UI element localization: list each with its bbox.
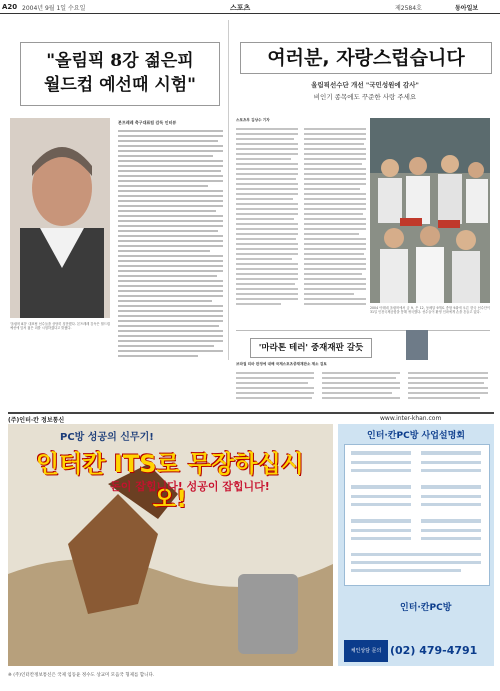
ad-top-rule xyxy=(8,412,494,414)
ad-brand-line: (주)인터·칸 정보통신 xyxy=(8,417,65,424)
page-header xyxy=(0,0,500,14)
right-headline-box xyxy=(240,42,492,74)
edition: 제2584호 xyxy=(395,5,422,12)
ad-slogan-small: PC방 성공의 신무기! xyxy=(60,432,154,443)
ad-right-title: 인터·칸PC방 사업설명회 xyxy=(367,431,465,441)
left-body-text xyxy=(118,128,223,360)
marathon-headline: '마라톤 테러' 중재재판 갈듯 xyxy=(258,343,364,353)
right-subhead-1: 올림픽선수단 개선 "국민성원에 감사" xyxy=(311,81,419,89)
ad-schedule-lines xyxy=(345,445,489,585)
coach-photo xyxy=(10,118,110,318)
marathon-subhead: 브라질 리마 판정에 대해 국제스포츠중재재판소 제소 검토 xyxy=(236,362,327,366)
left-subhead: 본프레레 축구대표팀 감독 인터뷰 xyxy=(118,120,177,125)
date: 2004년 9월 1일 수요일 xyxy=(22,5,86,12)
ad-right-brand: 인터·칸PC방 xyxy=(400,603,452,613)
column-divider xyxy=(228,20,229,360)
marathon-body xyxy=(236,370,490,410)
ad-consult-label: 체인상담 문의 xyxy=(344,640,388,662)
page-number: A20 xyxy=(2,3,18,11)
left-headline-line1: "올림픽 8강 젊은피 xyxy=(46,51,194,71)
left-headline-box xyxy=(20,42,220,106)
right-subhead-2: 비인기 종목에도 꾸준한 사랑 주세요 xyxy=(313,93,417,101)
right-headline: 여러분, 자랑스럽습니다 xyxy=(267,47,465,69)
right-body-lines xyxy=(236,126,366,308)
paper-name: 동아일보 xyxy=(455,5,479,12)
marathon-body-lines xyxy=(236,370,490,410)
rule xyxy=(236,330,490,331)
ad-footer: ※ (주)인터칸정보통신은 국제 임동윤 정수도 상교미 모음국 형제를 합니다. xyxy=(8,673,155,678)
coach-photo-graphic xyxy=(10,118,110,318)
team-photo xyxy=(370,118,490,303)
section-name: 스포츠 xyxy=(230,4,251,12)
right-byline: 스포츠부 김상수 기자 xyxy=(236,118,270,122)
ad-schedule-box xyxy=(344,444,490,586)
right-body-text xyxy=(236,126,366,308)
athlete-thumb xyxy=(406,330,428,360)
ad-phone[interactable]: (02) 479-4791 xyxy=(390,644,478,657)
coach-photo-caption: '올림픽 8강' 대표팀 선수들을 상당히 칭찬했다. 본프레레 감독은 월드컵 예선에 앞서 젊은 피를 시험하겠다고 밝혔다. xyxy=(10,322,110,331)
team-photo-caption: 2004 아테네 올림픽에서 금 9, 은 12, 동메달 9개로 종합 9위에 오른 한국 선수단이 31일 인천국제공항을 통해 귀국했다. 선수들이 환영 인파에게 손을 흔들고 있다. xyxy=(370,306,490,315)
marathon-headline-box xyxy=(250,338,372,358)
ad-url[interactable]: www.inter-khan.com xyxy=(380,415,442,422)
team-photo-graphic xyxy=(370,118,490,303)
ad-slogan-big: 인터칸 ITS로 무장하십시오! xyxy=(36,450,304,513)
left-headline-line2: 월드컵 예선때 시험" xyxy=(43,75,197,95)
ad-slogan-sub: 돈이 잡힙니다! 성공이 잡힙니다! xyxy=(110,480,270,493)
left-body-lines xyxy=(118,128,223,360)
